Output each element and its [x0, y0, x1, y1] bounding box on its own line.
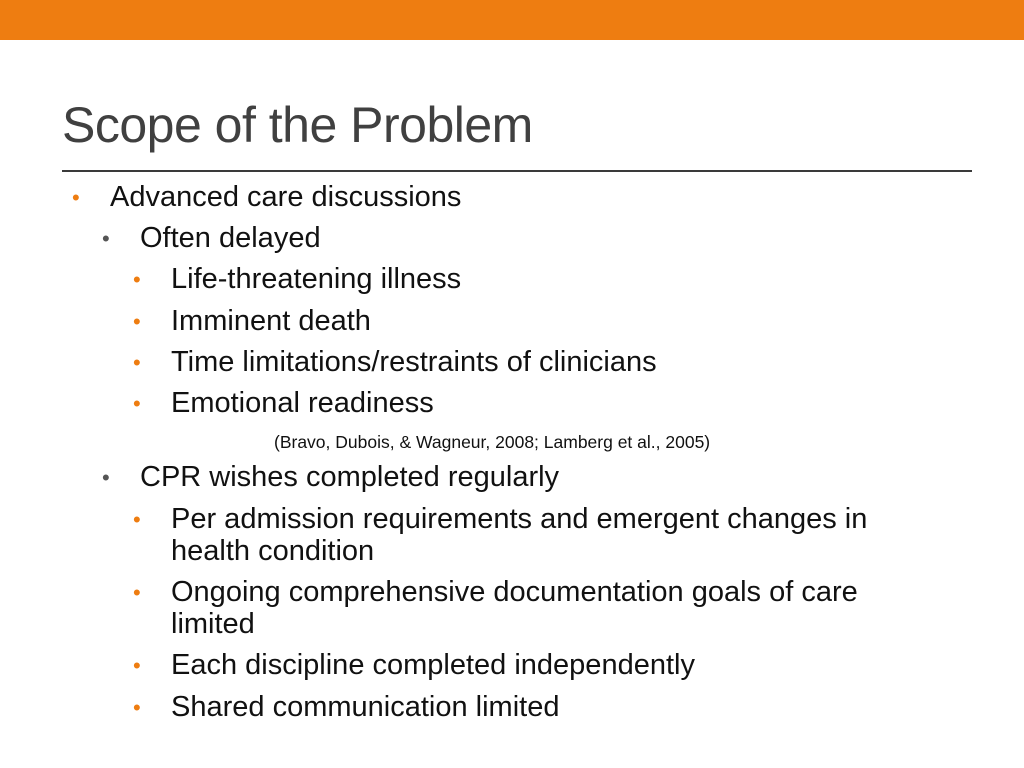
bullet-dot-icon: • — [72, 185, 80, 210]
bullet-often-delayed — [102, 222, 321, 254]
bullet-cpr-wishes — [102, 461, 560, 493]
bullet-text: Life-threatening illness — [171, 263, 462, 295]
bullet-dot-icon: • — [133, 653, 141, 678]
bullet-text: Imminent death — [171, 305, 371, 337]
bullet-dot-icon: • — [102, 465, 110, 490]
bullet-text: Each discipline completed independently — [171, 649, 695, 681]
bullet-text: Often delayed — [140, 222, 321, 254]
bullet-dot-icon: • — [133, 350, 141, 375]
bullet-ongoing-documentation — [133, 576, 858, 608]
bullet-imminent-death — [133, 305, 371, 337]
bullet-dot-icon: • — [133, 695, 141, 720]
bullet-text: Shared communication limited — [171, 691, 560, 723]
bullet-emotional-readiness — [133, 387, 434, 419]
bullet-text: limited — [171, 608, 255, 640]
bullet-life-threatening — [133, 263, 462, 295]
bullet-time-limitations — [133, 346, 657, 378]
slide-title: Scope of the Problem — [62, 97, 533, 153]
bullet-text: Ongoing comprehensive documentation goals of care — [171, 576, 858, 608]
bullet-text: health condition — [171, 535, 375, 567]
bullet-text: CPR wishes completed regularly — [140, 461, 560, 493]
bullet-text: Advanced care discussions — [110, 181, 462, 213]
citation: (Bravo, Dubois, & Wagneur, 2008; Lamberg et al., 2005) — [274, 432, 711, 452]
bullet-dot-icon: • — [133, 309, 141, 334]
bullet-text: Per admission requirements and emergent changes in — [171, 503, 868, 535]
bullet-dot-icon: • — [133, 580, 141, 605]
top-accent-bar — [0, 0, 1024, 40]
bullet-text: Emotional readiness — [171, 387, 434, 419]
bullet-each-discipline — [133, 649, 695, 681]
title-divider — [62, 170, 972, 172]
bullet-per-admission — [133, 503, 868, 535]
bullet-per-admission-cont — [171, 536, 374, 567]
bullet-dot-icon: • — [102, 226, 110, 251]
bullet-dot-icon: • — [133, 391, 141, 416]
bullet-advanced-care — [72, 181, 462, 213]
bullet-shared-communication — [133, 691, 560, 723]
bullet-dot-icon: • — [133, 267, 141, 292]
bullet-text: Time limitations/restraints of clinicians — [171, 346, 657, 378]
bullet-dot-icon: • — [133, 507, 141, 532]
bullet-ongoing-documentation-cont — [171, 609, 255, 640]
